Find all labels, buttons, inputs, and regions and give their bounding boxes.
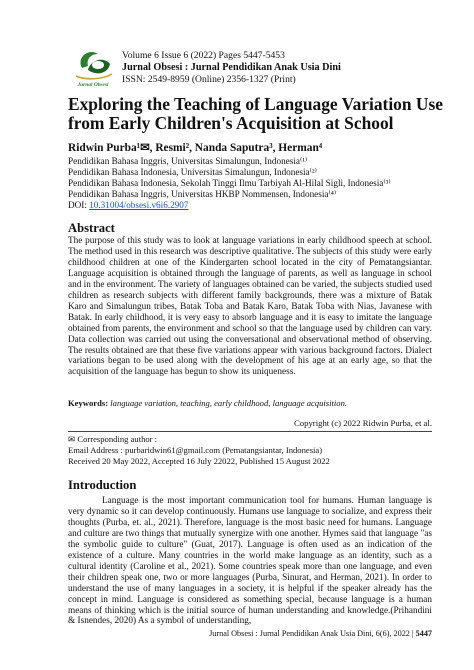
received-dates: Received 20 May 2022, Accepted 16 July 22022, Published 15 August 2022 bbox=[68, 456, 330, 466]
copyright-line: Copyright (c) 2022 Ridwin Purba, et al. bbox=[293, 418, 432, 428]
doi-link[interactable]: 10.31004/obsesi.v6i6.2907 bbox=[89, 200, 189, 210]
corresponding-label: ✉ Corresponding author : bbox=[68, 434, 158, 444]
page-footer bbox=[0, 629, 432, 638]
keywords-label: Keywords: bbox=[68, 398, 109, 408]
abstract-heading: Abstract bbox=[68, 221, 115, 235]
affiliation-3: Pendidikan Bahasa Indonesia, Sekolah Tinggi Ilmu Tarbiyah Al-Hilal Sigli, Indonesia⁽³⁾ bbox=[68, 178, 391, 188]
author-list: Ridwin Purba¹✉, Resmi², Nanda Saputra³, Herman⁴ bbox=[68, 142, 323, 154]
affiliation-2: Pendidikan Bahasa Indonesia, Universitas Simalungun, Indonesia⁽²⁾ bbox=[68, 167, 317, 177]
keywords-line bbox=[68, 398, 347, 408]
abstract-text: The purpose of this study was to look at language variations in early childhood speech at school. The method used in this research was descriptive qualitative. The subjects of this study were early childhood children at one of the Kindergarten school located in the city of Pematangsiantar. Language acquisition is obtained through the language of parents, as well as language in school and in the environment. The variety of languages obtained can be varied, the subjects studied used children as research subjects with different family backgrounds, there was a mixture of Batak Karo and Simalungun tribes, Batak Toba and Batak Karo, Batak Toba with Nias, Javanese with Batak. In early childhood, it is very easy to absorb language and it is easy to imitate the language obtained from parents, the environment and school so that the language used by children can vary. Data collection was carried out using the conversational and observational method of observing. The results obtained are that these five variations appear with various background factors. Dialect variations began to be used along with the development of his age at an early age, so that the acquisition of the language has begun to show its uniqueness. bbox=[68, 236, 432, 378]
volume-line: Volume 6 Issue 6 (2022) Pages 5447-5453 bbox=[122, 50, 285, 61]
journal-logo bbox=[68, 46, 118, 88]
introduction-text: Language is the most important communication tool for humans. Human language is very dynamic so it can develop continuously. Humans use language to socialize, and express their thoughts (Purba, et. al., 2021). Therefore, language is the most basic need for humans. Language and culture are two things that mutually synergize with one another. Hymes said that language "as the symbolic guide to culture" (Guat, 2017). Language is often used as an indication of the existence of a culture. Many countries in the world make language as an identity, such as a cultural identity (Caroline et al., 2021). Some countries speak more than one language, and even their children speak one, two or more languages (Purba, Sinurat, and Herman, 2021). In order to understand the use of many languages in a society, it is helpful if the speaker already has the concept in mind. Language is considered as something special, because language is a human means of thinking which is the initial source of human understanding and knowledge.(Prihandini & Isnendes, 2020) As a symbol of understanding, bbox=[68, 496, 432, 627]
keywords-text: language variation, teaching, early childhood, language acquisition. bbox=[110, 398, 348, 408]
introduction-heading: Introduction bbox=[68, 478, 137, 492]
page-number: 5447 bbox=[415, 629, 432, 638]
doi-line bbox=[68, 200, 188, 211]
affiliation-4: Pendidikan Bahasa Inggris, Universitas HKBP Nommensen, Indonesia⁽⁴⁾ bbox=[68, 189, 337, 199]
doi-label: DOI: bbox=[68, 200, 90, 210]
footer-text: Jurnal Obsesi : Jurnal Pendidikan Anak Usia Dini, 6(6), 2022 | bbox=[209, 629, 416, 638]
logo-text: Jurnal Obsesi bbox=[77, 82, 109, 88]
journal-name: Jurnal Obsesi : Jurnal Pendidikan Anak Usia Dini bbox=[122, 62, 341, 73]
affiliation-1: Pendidikan Bahasa Inggris, Universitas Simalungun, Indonesia⁽¹⁾ bbox=[68, 156, 308, 166]
divider bbox=[68, 431, 432, 432]
corresponding-email: Email Address : purbaridwin61@gmail.com (Pematangsiantar, Indonesia) bbox=[68, 445, 323, 455]
paper-title: Exploring the Teaching of Language Variation Use from Early Children's Acquisition at School bbox=[68, 94, 443, 133]
issn-line: ISSN: 2549-8959 (Online) 2356-1327 (Print) bbox=[122, 74, 296, 85]
